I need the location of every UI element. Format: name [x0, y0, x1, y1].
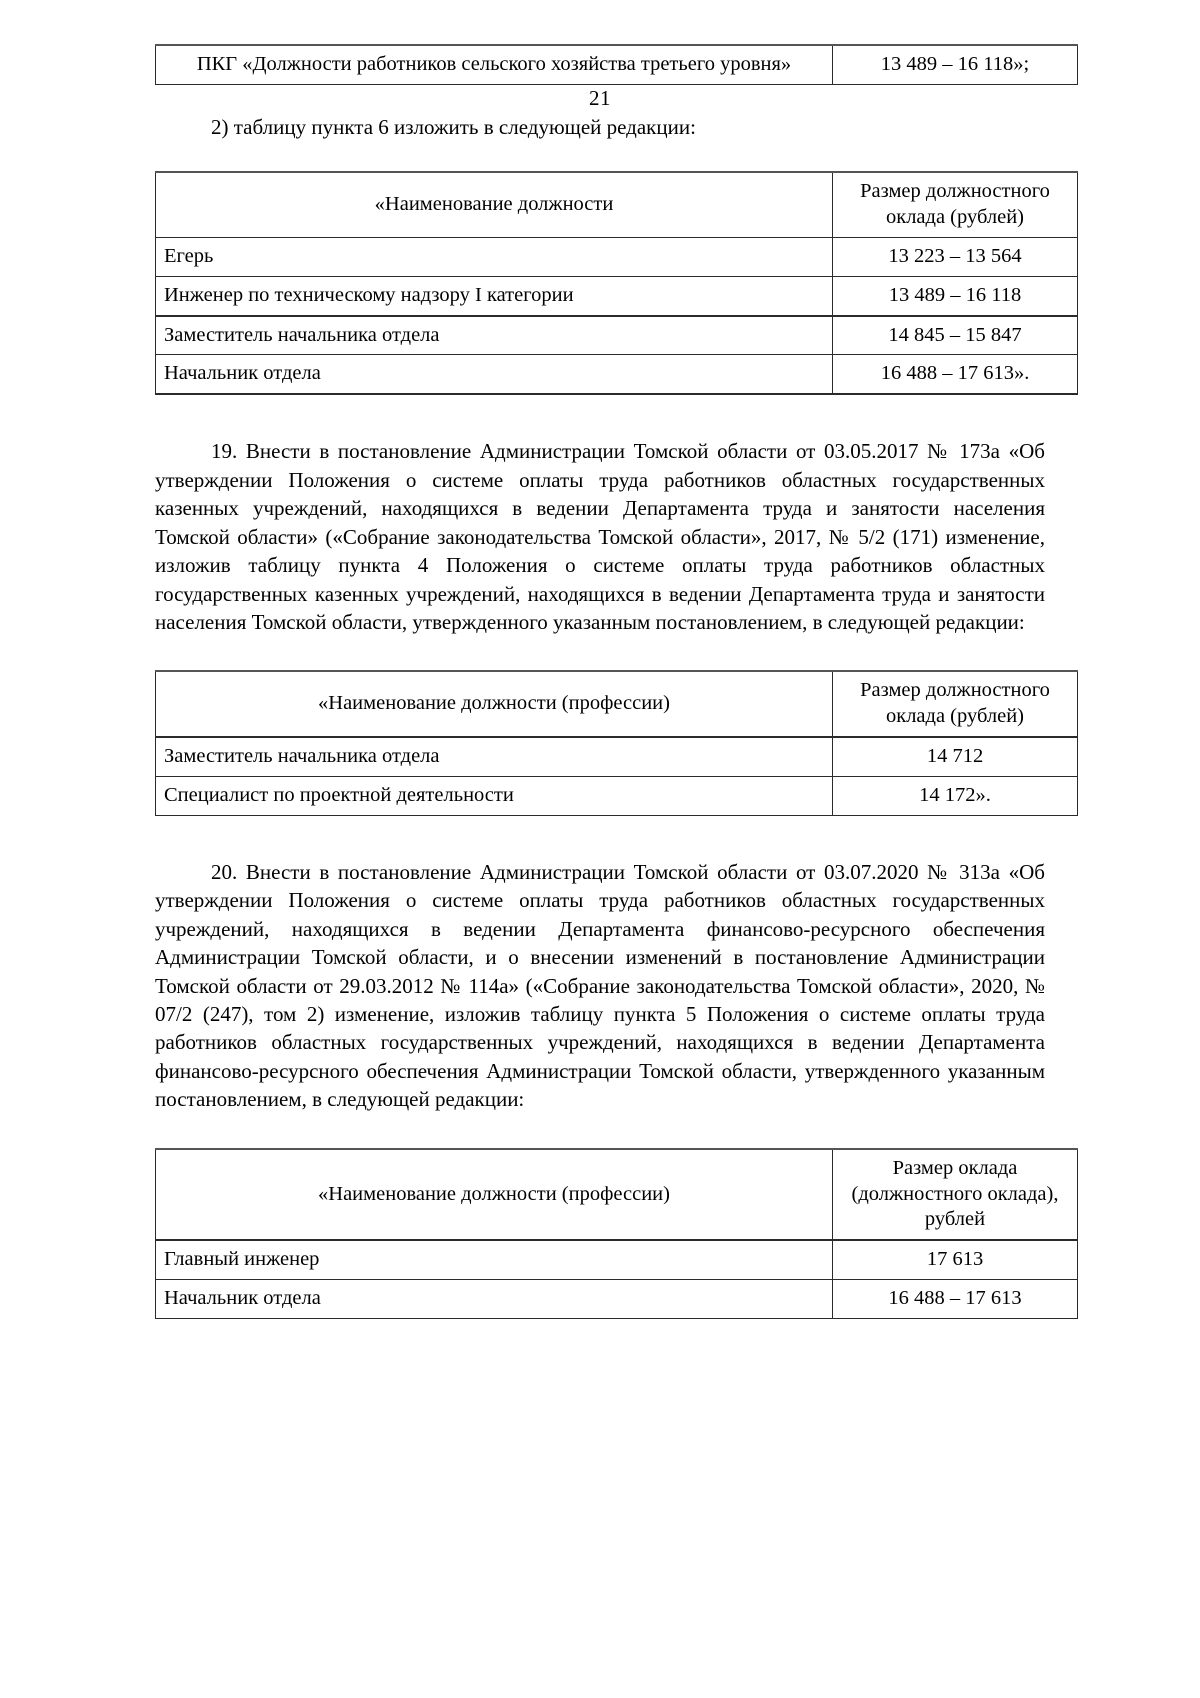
table-2-header-name: «Наименование должности — [156, 172, 833, 237]
table-header-row — [156, 671, 1078, 737]
table-4-header-value: Размер оклада (должностного оклада), рублей — [833, 1149, 1078, 1240]
table-row — [156, 316, 1078, 355]
table-row — [156, 776, 1078, 815]
table-4-wrapper — [155, 1148, 1059, 1319]
table-4-header-name: «Наименование должности (профессии) — [156, 1149, 833, 1240]
table-row — [156, 1280, 1078, 1319]
table-2-row-2-name: Заместитель начальника отдела — [156, 316, 833, 355]
table-2-header-value: Размер должностного оклада (рублей) — [833, 172, 1078, 237]
paragraph-19: 19. Внести в постановление Администрации Томской области от 03.05.2017 № 173а «Об утверждении Положения о системе оплаты труда работников областных государственных казенных учреждений, находящихся в ведении Департамента труда и занятости населения Томской области» («Собрание законодательства Томской области», 2017, № 5/2 (171) изменение, изложив таблицу пункта 4 Положения о системе оплаты труда работников областных государственных казенных учреждений, находящихся в ведении Департамента труда и занятости населения Томской области, утвержденного указанным постановлением, в следующей редакции: — [155, 439, 1045, 634]
table-2 — [155, 171, 1078, 395]
lead-in-paragraph-1: 2) таблицу пункта 6 изложить в следующей редакции: — [211, 114, 696, 139]
table-header-row — [156, 172, 1078, 237]
table-row — [156, 355, 1078, 394]
table-2-wrapper — [155, 171, 1050, 395]
table-3-header-value: Размер должностного оклада (рублей) — [833, 671, 1078, 737]
table-3-row-1-name: Специалист по проектной деятельности — [156, 776, 833, 815]
table-1-row-0-value: 13 489 – 16 118»; — [833, 45, 1078, 84]
table-4-row-1-name: Начальник отдела — [156, 1280, 833, 1319]
table-2-row-1-name: Инженер по техническому надзору I категории — [156, 276, 833, 315]
table-3-row-1-value: 14 172». — [833, 776, 1078, 815]
table-2-row-1-value: 13 489 – 16 118 — [833, 276, 1078, 315]
table-row — [156, 237, 1078, 276]
table-2-row-3-value: 16 488 – 17 613». — [833, 355, 1078, 394]
table-1-wrapper — [155, 44, 1045, 85]
table-4-row-0-value: 17 613 — [833, 1240, 1078, 1279]
table-row — [156, 276, 1078, 315]
table-1 — [155, 44, 1078, 85]
table-2-row-0-name: Егерь — [156, 237, 833, 276]
table-2-row-3-name: Начальник отдела — [156, 355, 833, 394]
table-row — [156, 737, 1078, 776]
paragraph-20: 20. Внести в постановление Администрации Томской области от 03.07.2020 № 313а «Об утверждении Положения о системе оплаты труда работников областных государственных учреждений, находящихся в ведении Департамента финансово-ресурсного обеспечения Администрации Томской области, и о внесении изменений в постановление Администрации Томской области от 29.03.2012 № 114а» («Собрание законодательства Томской области», 2020, № 07/2 (247), том 2) изменение, изложив таблицу пункта 5 Положения о системе оплаты труда работников областных государственных учреждений, находящихся в ведении Департамента финансово-ресурсного обеспечения Администрации Томской области, утвержденного указанным постановлением, в следующей редакции: — [155, 859, 1045, 1112]
table-3-row-0-name: Заместитель начальника отдела — [156, 737, 833, 776]
page-number: 21 — [589, 86, 611, 110]
table-4-row-0-name: Главный инженер — [156, 1240, 833, 1279]
table-header-row — [156, 1149, 1078, 1240]
table-2-row-2-value: 14 845 – 15 847 — [833, 316, 1078, 355]
table-3-wrapper — [155, 670, 1050, 815]
table-3-header-name: «Наименование должности (профессии) — [156, 671, 833, 737]
table-2-row-0-value: 13 223 – 13 564 — [833, 237, 1078, 276]
table-row — [156, 1240, 1078, 1279]
table-3-row-0-value: 14 712 — [833, 737, 1078, 776]
table-4-row-1-value: 16 488 – 17 613 — [833, 1280, 1078, 1319]
page-content — [155, 0, 1059, 1319]
table-4 — [155, 1148, 1078, 1319]
table-1-row-0-name: ПКГ «Должности работников сельского хозяйства третьего уровня» — [156, 45, 833, 84]
table-row — [156, 45, 1078, 84]
table-3 — [155, 670, 1078, 815]
